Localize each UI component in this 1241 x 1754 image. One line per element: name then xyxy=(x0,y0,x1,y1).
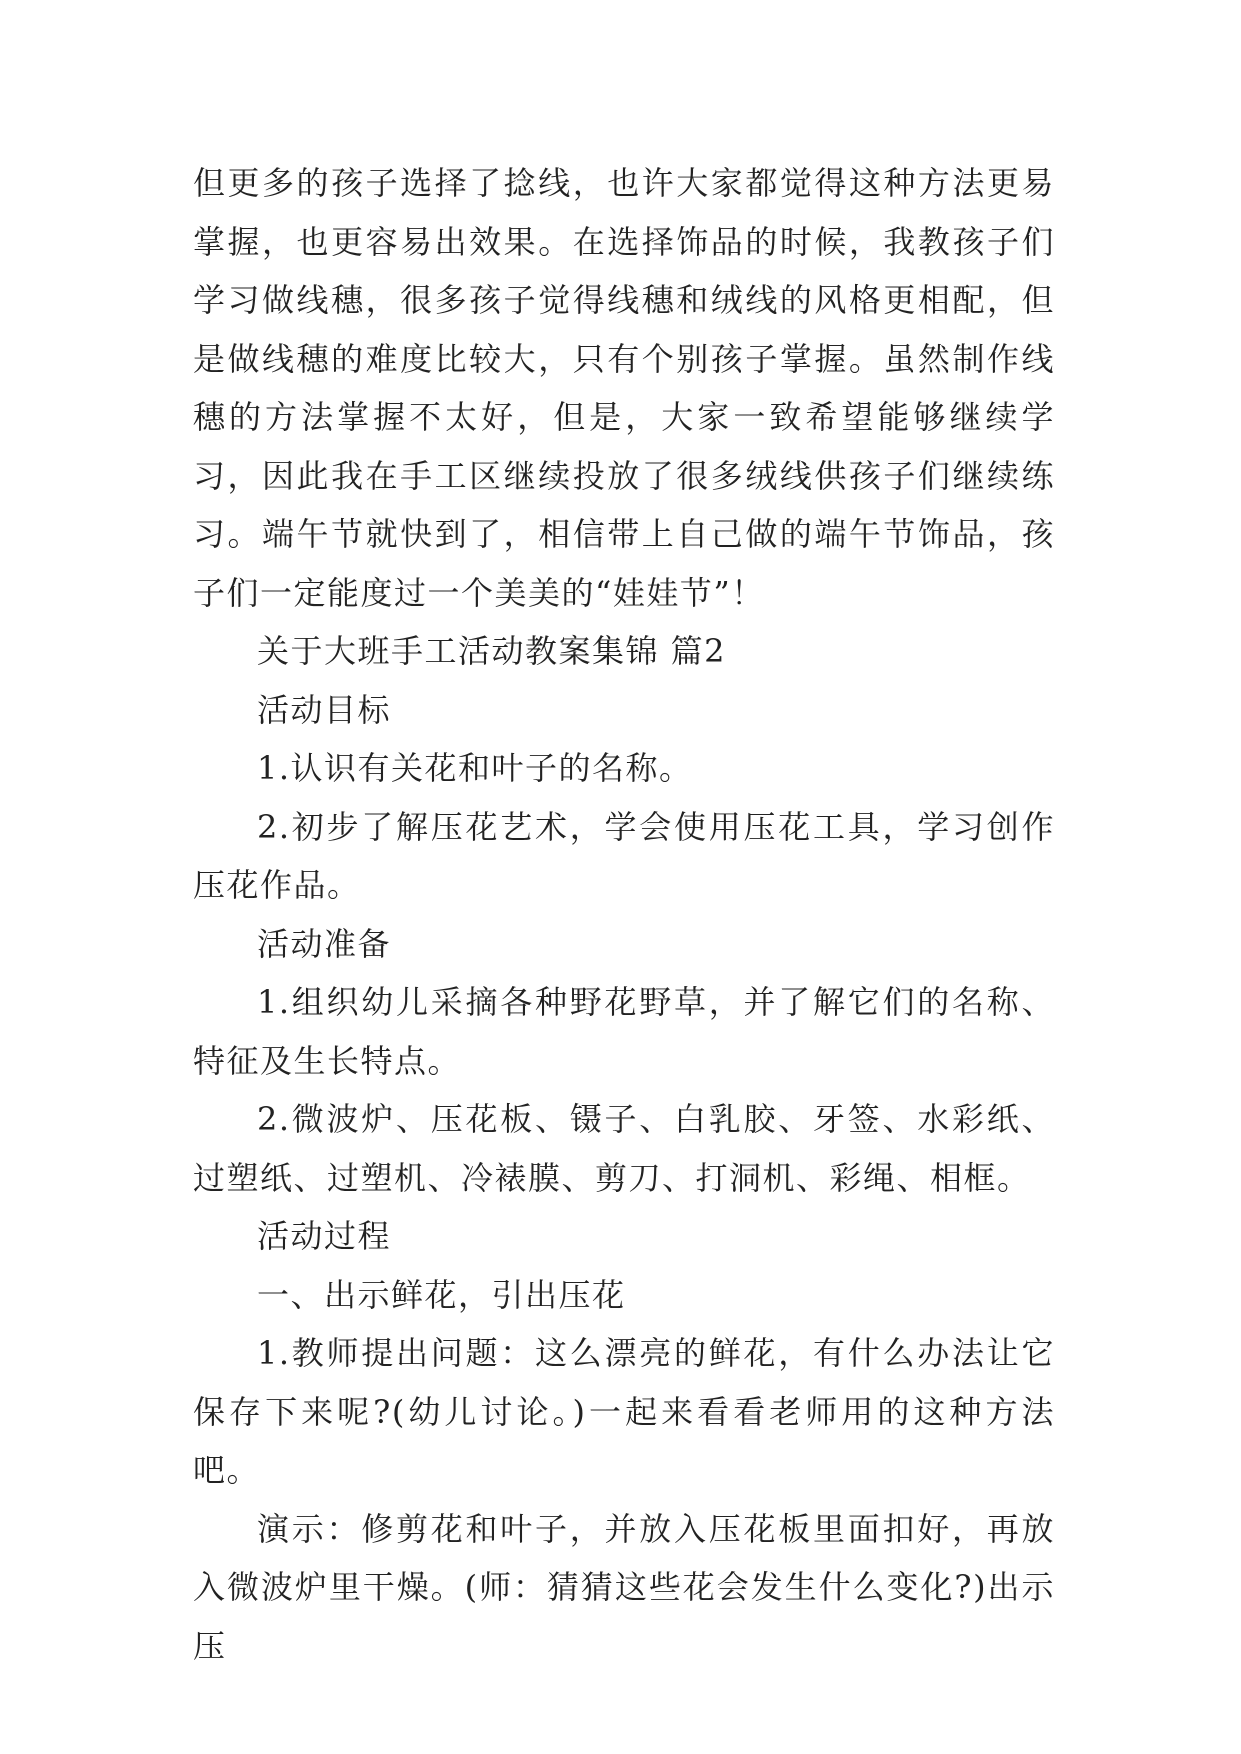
process-demonstration: 演示：修剪花和叶子，并放入压花板里面扣好，再放入微波炉里干燥。(师：猜猜这些花会发生什么变化?)出示压 xyxy=(193,1509,1055,1665)
list-item-preparation-2: 2.微波炉、压花板、镊子、白乳胶、牙签、水彩纸、过塑纸、过塑机、冷裱膜、剪刀、打洞机、彩绳、相框。 xyxy=(193,1100,1055,1197)
list-item-goal-1: 1.认识有关花和叶子的名称。 xyxy=(257,749,693,787)
paragraph-intro-text: 但更多的孩子选择了捻线，也许大家都觉得这种方法更易掌握，也更容易出效果。在选择饰品的时候，我教孩子们学习做线穗，很多孩子觉得线穗和绒线的风格更相配，但是做线穗的难度比较大，只有个别孩子掌握。虽然制作线穗的方法掌握不太好，但是，大家一致希望能够继续学习，因此我在手工区继续投放了很多绒线供孩子们继续练习。端午节就快到了，相信带上自己做的端午节饰品，孩子们一定能度过一个美美的“娃娃节”！ xyxy=(193,164,1055,612)
document-body xyxy=(193,154,1055,1675)
list-item-preparation-1: 1.组织幼儿采摘各种野花野草，并了解它们的名称、特征及生长特点。 xyxy=(193,983,1055,1080)
process-step-heading: 一、出示鲜花，引出压花 xyxy=(257,1275,626,1314)
subheading-activity-goals: 活动目标 xyxy=(257,690,392,729)
process-item-1: 1.教师提出问题：这么漂亮的鲜花，有什么办法让它保存下来呢?(幼儿讨论。)一起来看看老师用的这种方法吧。 xyxy=(193,1334,1055,1489)
section-heading: 关于大班手工活动教案集锦 篇2 xyxy=(257,632,727,670)
subheading-activity-process: 活动过程 xyxy=(257,1217,392,1255)
subheading-activity-preparation: 活动准备 xyxy=(257,924,392,963)
list-item-goal-2: 2.初步了解压花艺术，学会使用压花工具，学习创作压花作品。 xyxy=(193,807,1055,904)
